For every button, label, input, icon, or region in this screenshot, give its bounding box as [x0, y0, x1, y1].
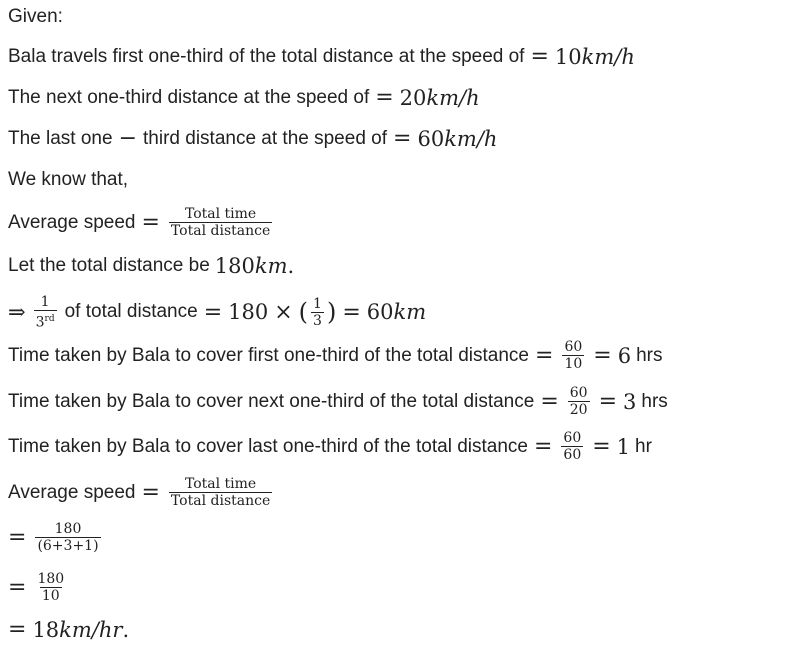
distance-value: 180 — [228, 300, 269, 325]
avg-speed-fraction — [169, 206, 272, 239]
next-speed-unit: km/h — [426, 85, 480, 110]
time-last-unit: hr — [635, 435, 652, 457]
period: . — [122, 617, 130, 642]
next-speed-text: The next one-third distance at the speed of — [8, 86, 370, 108]
period: . — [287, 254, 295, 278]
given-heading — [8, 6, 63, 28]
equals-sign: = — [8, 575, 27, 600]
ordinal-suffix: rd — [44, 314, 55, 324]
fraction-numerator: Total time — [184, 206, 257, 222]
fraction-denominator — [34, 310, 57, 331]
equals-sign: = — [593, 343, 612, 368]
denominator-digit: 3 — [35, 314, 45, 331]
last-speed-text-b: third distance at the speed of — [143, 127, 388, 149]
time-first-result: 6 — [617, 343, 632, 368]
fraction-denominator: Total distance — [170, 493, 271, 509]
equals-sign: = — [375, 85, 394, 110]
final-speed-unit: km/hr — [59, 617, 123, 642]
time-first-unit: hrs — [636, 344, 663, 366]
fraction-denominator: (6+3+1) — [37, 538, 99, 554]
last-speed-unit: km/h — [444, 126, 498, 151]
time-first-text: Time taken by Bala to cover first one-third of the total distance — [8, 344, 529, 366]
time-first-fraction — [562, 339, 584, 372]
equals-sign: = — [530, 44, 549, 69]
fraction-numerator: 60 — [569, 385, 588, 401]
given-text: Given: — [8, 6, 63, 27]
one-third-fraction — [34, 294, 57, 331]
right-paren: ) — [326, 298, 337, 327]
equals-sign: = — [598, 389, 618, 414]
fraction-numerator: 180 — [37, 571, 65, 587]
equals-sign: = — [141, 480, 160, 505]
equals-sign: = — [203, 299, 223, 325]
calc-step-2 — [8, 571, 69, 604]
line-next-speed — [8, 85, 480, 110]
final-speed-value: 18 — [32, 617, 60, 642]
fraction-denominator: 10 — [564, 356, 583, 372]
implies-arrow: ⇒ — [8, 300, 26, 325]
fraction-numerator: 1 — [313, 295, 322, 312]
equals-sign: = — [592, 434, 611, 459]
last-speed-value: 60 — [417, 126, 445, 151]
total-distance-value: 180 — [214, 254, 255, 278]
minus-sign: − — [118, 126, 138, 151]
line-first-speed — [8, 44, 635, 69]
time-last-result: 1 — [616, 434, 631, 459]
avg-speed-formula-1 — [8, 206, 275, 239]
step2-fraction — [35, 571, 66, 604]
step1-fraction — [35, 521, 100, 554]
calc-step-1 — [8, 521, 104, 554]
time-first-line — [8, 339, 662, 372]
time-last-line — [8, 430, 652, 463]
first-speed-value: 10 — [554, 44, 582, 69]
fraction-denominator: 3 — [313, 312, 322, 329]
one-third-line — [8, 294, 426, 331]
third-distance-value: 60 — [366, 300, 394, 325]
time-next-fraction — [568, 385, 590, 418]
fraction-numerator: 180 — [54, 521, 82, 537]
time-next-unit: hrs — [641, 390, 668, 412]
fraction-numerator: 60 — [564, 339, 583, 355]
equals-sign: = — [393, 126, 412, 151]
fraction-denominator: Total distance — [170, 223, 271, 239]
we-know-line — [8, 169, 128, 191]
first-speed-text: Bala travels first one-third of the total distance at the speed of — [8, 45, 525, 67]
time-last-fraction — [561, 430, 583, 463]
we-know-text: We know that, — [8, 169, 129, 190]
calc-step-3 — [8, 617, 129, 642]
fraction-denominator: 60 — [563, 447, 582, 463]
total-distance-text: Let the total distance be — [8, 255, 210, 276]
fraction-denominator: 20 — [569, 402, 588, 418]
equals-sign: = — [535, 343, 554, 368]
time-last-text: Time taken by Bala to cover last one-third of the total distance — [8, 435, 528, 457]
total-distance-unit: km — [254, 254, 288, 278]
equals-sign: = — [8, 525, 27, 550]
third-distance-unit: km — [393, 300, 427, 325]
line-last-speed — [8, 126, 497, 151]
next-speed-value: 20 — [399, 85, 427, 110]
left-paren: ( — [298, 298, 309, 327]
times-sign: × — [274, 299, 293, 325]
fraction-denominator: 10 — [41, 588, 60, 604]
equals-sign: = — [533, 434, 553, 459]
first-speed-unit: km/h — [581, 44, 635, 69]
equals-sign: = — [540, 389, 559, 414]
equals-sign: = — [342, 299, 361, 325]
time-next-line — [8, 385, 668, 418]
equals-sign: = — [8, 617, 27, 642]
total-distance-line — [8, 254, 294, 278]
avg-speed-formula-2 — [8, 476, 275, 509]
equals-sign: = — [141, 210, 160, 235]
time-next-text: Time taken by Bala to cover next one-third of the total distance — [8, 390, 535, 412]
fraction-numerator: Total time — [184, 476, 257, 492]
time-next-result: 3 — [623, 389, 637, 414]
third-fraction — [311, 296, 324, 329]
avg-speed-fraction — [169, 476, 272, 509]
fraction-numerator: 1 — [40, 294, 50, 310]
fraction-numerator: 60 — [563, 430, 582, 446]
avg-speed-label: Average speed — [8, 481, 136, 503]
last-speed-text-a: The last one — [8, 127, 113, 149]
of-total-distance-text: of total distance — [64, 301, 198, 323]
avg-speed-label: Average speed — [8, 211, 136, 233]
